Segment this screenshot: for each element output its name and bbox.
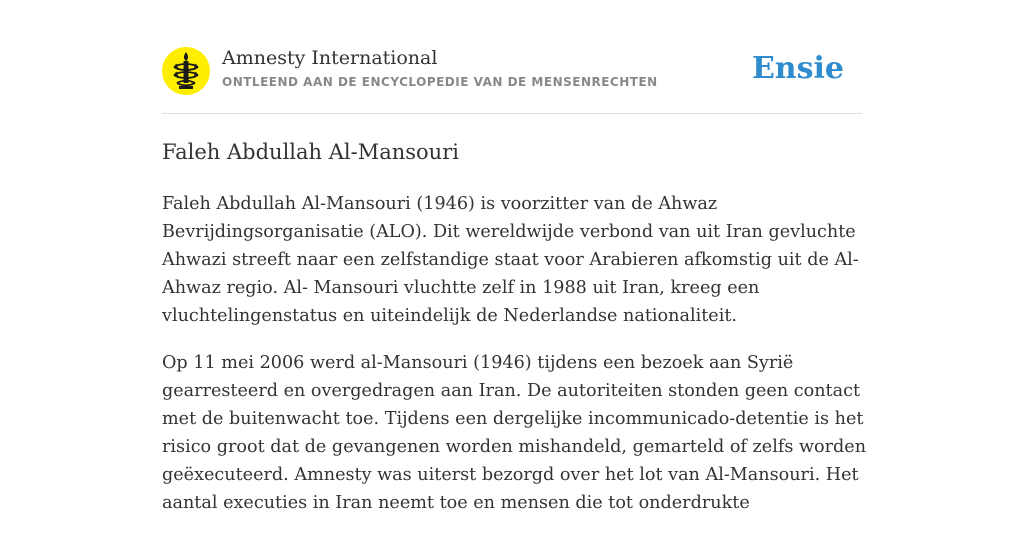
header-divider <box>162 113 862 114</box>
article-paragraph: Op 11 mei 2006 werd al-Mansouri (1946) tijdens een bezoek aan Syrië gearresteerd en overgedragen aan Iran. De autoriteiten stonden geen contact met de buitenwacht toe. Tijdens een dergelijke incommunicado-detentie is het risico groot dat de gevangenen worden mishandeld, gemarteld of zelfs worden geëxecuteerd. Amnesty was uiterst bezorgd over het lot van Al-Mansouri. Het aantal executies in Iran neemt toe en mensen die tot onderdrukte <box>162 353 867 513</box>
org-subtitle: ONTLEEND AAN DE ENCYCLOPEDIE VAN DE MENSENRECHTEN <box>222 75 658 89</box>
amnesty-logo[interactable] <box>162 47 210 95</box>
amnesty-candle-icon <box>162 47 210 95</box>
org-name[interactable]: Amnesty International <box>222 47 438 69</box>
article-paragraph: Faleh Abdullah Al-Mansouri (1946) is voorzitter van de Ahwaz Bevrijdingsorganisatie (ALO). Dit wereldwijde verbond van uit Iran gevluchte Ahwazi streeft naar een zelfstandige staat voor Arabieren afkomstig uit de Al-Ahwaz regio. Al- Mansouri vluchtte zelf in 1988 uit Iran, kreeg een vluchtelingenstatus en uiteindelijk de Nederlandse nationaliteit. <box>162 194 859 326</box>
ensie-brand-logo[interactable]: Ensie <box>751 51 844 86</box>
article-body <box>162 190 867 536</box>
header <box>162 46 862 96</box>
page <box>162 0 867 513</box>
article-title: Faleh Abdullah Al-Mansouri <box>162 140 459 164</box>
